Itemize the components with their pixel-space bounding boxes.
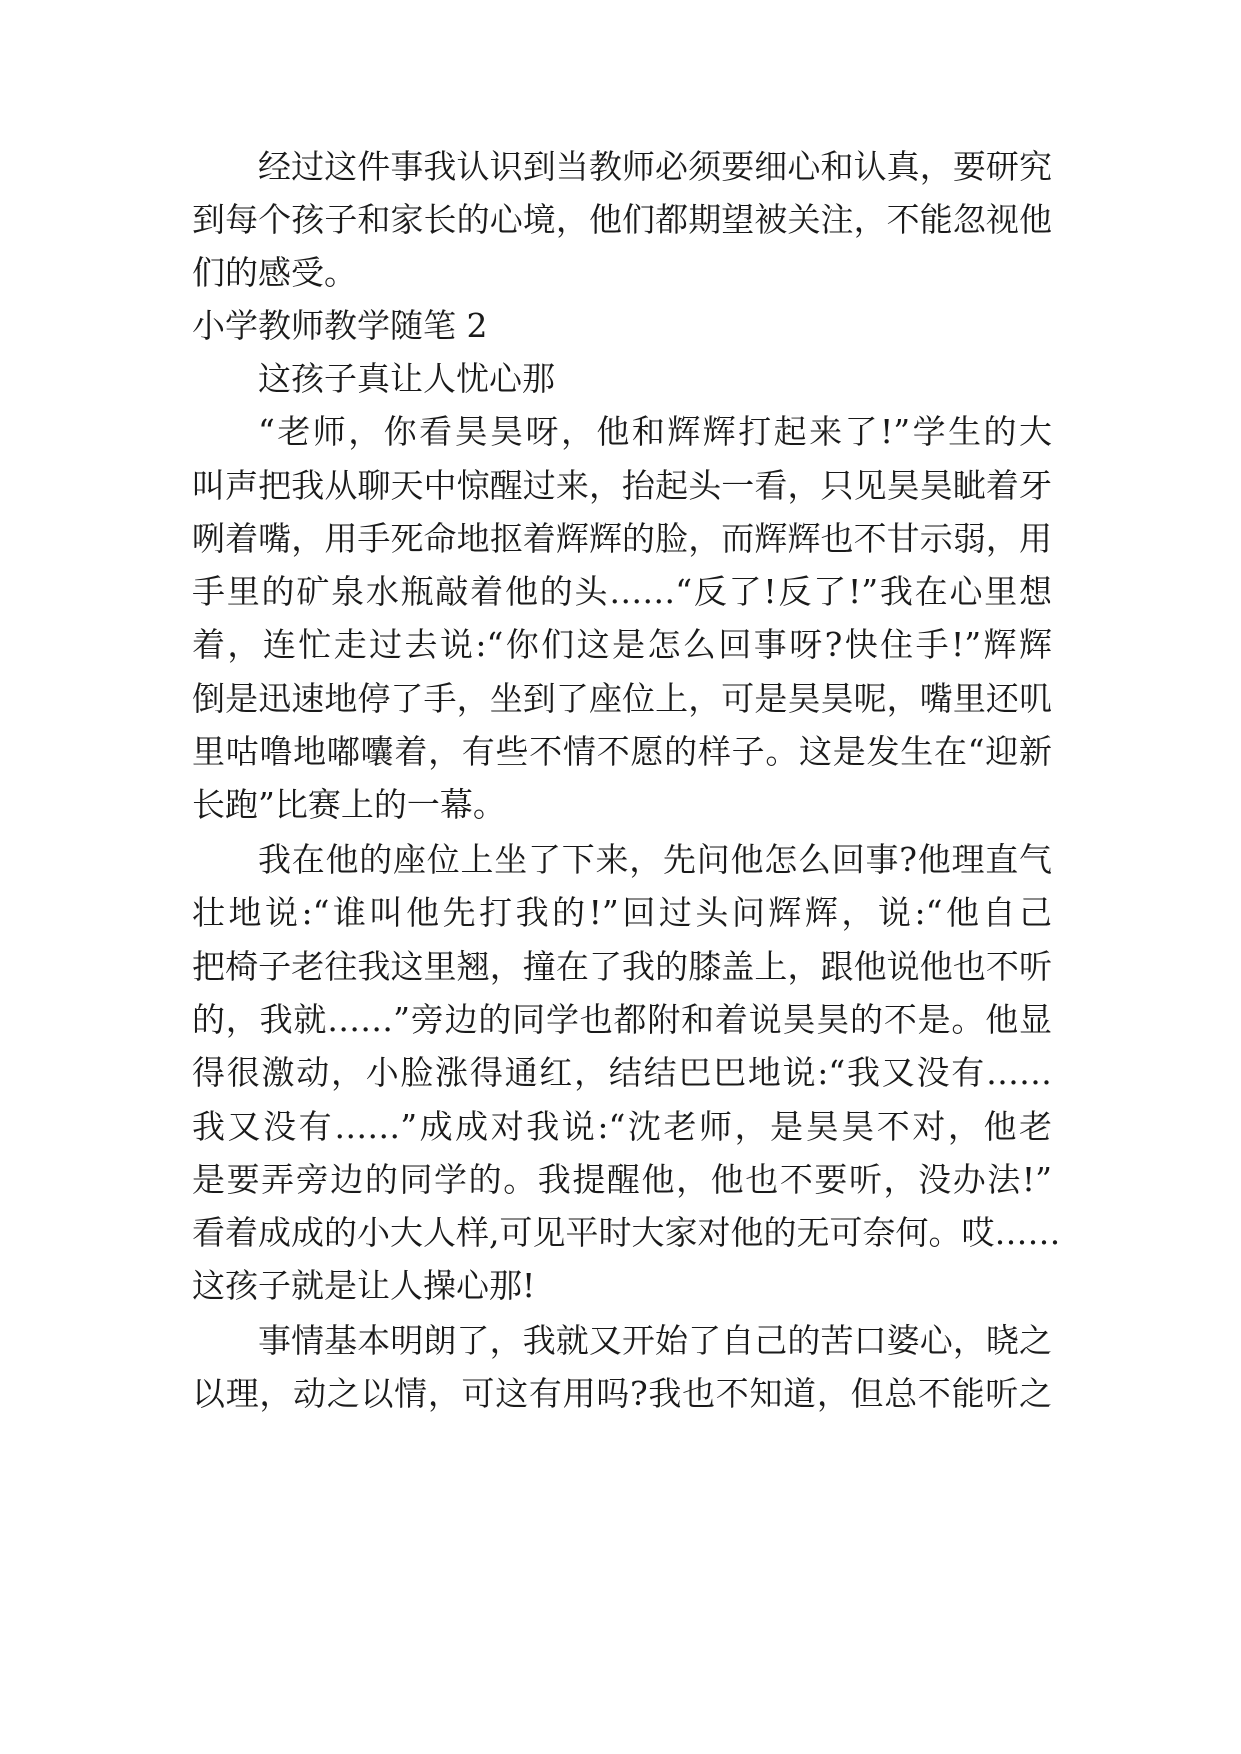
paragraph-line: 叫声把我从聊天中惊醒过来，抬起头一看，只见昊昊眦着牙 xyxy=(192,466,1052,505)
paragraph-line: 事情基本明朗了，我就又开始了自己的苦口婆心，晓之 xyxy=(258,1321,1052,1360)
paragraph-line: 着，连忙走过去说:“你们这是怎么回事呀?快住手!”辉辉 xyxy=(192,625,1052,664)
paragraph-line: 以理，动之以情，可这有用吗?我也不知道，但总不能听之 xyxy=(192,1374,1052,1413)
paragraph-line: 到每个孩子和家长的心境，他们都期望被关注，不能忽视他 xyxy=(192,200,1052,239)
paragraph-line: 看着成成的小大人样,可见平时大家对他的无可奈何。哎…… xyxy=(192,1213,1061,1252)
paragraph-line: 长跑”比赛上的一幕。 xyxy=(192,785,506,824)
paragraph-line: 咧着嘴，用手死命地抠着辉辉的脸，而辉辉也不甘示弱，用 xyxy=(192,519,1052,558)
paragraph-line: 是要弄旁边的同学的。我提醒他，他也不要听，没办法!” xyxy=(192,1160,1052,1199)
paragraph-line: 把椅子老往我这里翘，撞在了我的膝盖上，跟他说他也不听 xyxy=(192,947,1052,986)
paragraph-line: 们的感受。 xyxy=(192,253,357,292)
paragraph-line: 经过这件事我认识到当教师必须要细心和认真，要研究 xyxy=(258,147,1052,186)
paragraph-line: 得很激动，小脸涨得通红，结结巴巴地说:“我又没有…… xyxy=(192,1053,1052,1092)
paragraph-line: 里咕噜地嘟囔着，有些不情不愿的样子。这是发生在“迎新 xyxy=(192,732,1052,771)
paragraph-line: 的，我就……”旁边的同学也都附和着说昊昊的不是。他显 xyxy=(192,1000,1052,1039)
article-title: 这孩子真让人忧心那 xyxy=(258,359,555,398)
paragraph-line: 我又没有……”成成对我说:“沈老师，是昊昊不对，他老 xyxy=(192,1107,1052,1146)
paragraph-line: 壮地说:“谁叫他先打我的!”回过头问辉辉，说:“他自己 xyxy=(192,893,1052,932)
paragraph-line: “老师，你看昊昊呀，他和辉辉打起来了!”学生的大 xyxy=(258,412,1052,451)
section-heading: 小学教师教学随笔 2 xyxy=(192,306,488,345)
paragraph-line: 倒是迅速地停了手，坐到了座位上，可是昊昊呢，嘴里还叽 xyxy=(192,679,1052,718)
paragraph-line: 我在他的座位上坐了下来，先问他怎么回事?他理直气 xyxy=(258,840,1052,879)
paragraph-line: 这孩子就是让人操心那! xyxy=(192,1266,536,1305)
paragraph-line: 手里的矿泉水瓶敲着他的头……“反了!反了!”我在心里想 xyxy=(192,572,1052,611)
